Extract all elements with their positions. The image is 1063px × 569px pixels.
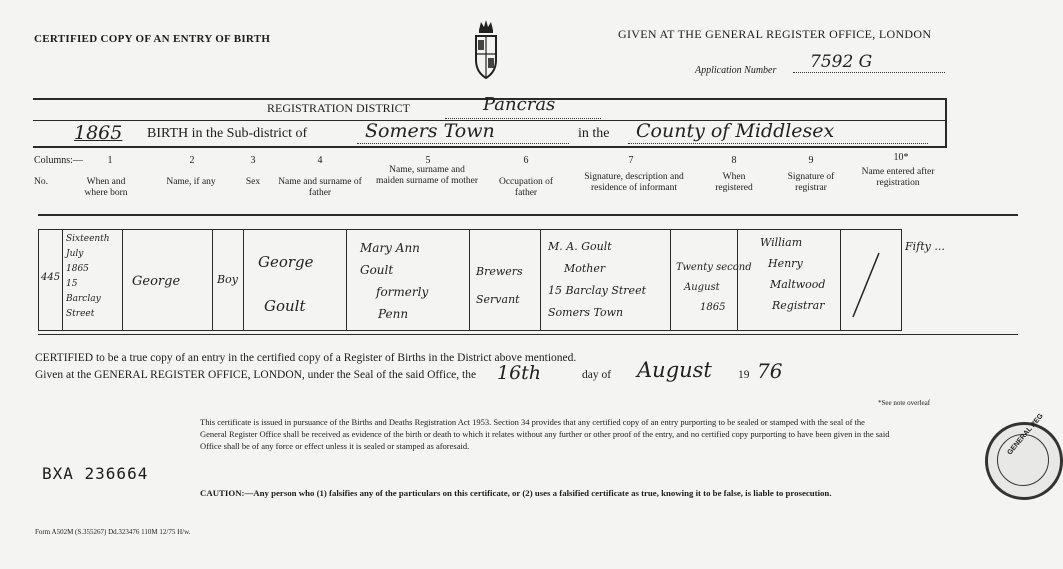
entry-when-where	[66, 232, 121, 322]
form-reference: Form A502M (S.355267) Dd.323476 110M 12/75 H/w.	[35, 528, 191, 536]
entry-informant-line: 15 Barclay Street	[548, 284, 646, 297]
subdistrict-label: BIRTH in the Sub-district of	[147, 126, 308, 141]
certification-year-suffix: 76	[757, 359, 783, 383]
given-at-header: GIVEN AT THE GENERAL REGISTER OFFICE, LONDON	[618, 27, 932, 41]
entry-mother-line: Penn	[378, 307, 409, 321]
certificate-serial-number: BXA 236664	[42, 464, 149, 483]
entry-father-line: George	[258, 253, 314, 271]
entry-mother-line: Goult	[360, 263, 394, 277]
entry-when-line: Sixteenth	[66, 234, 110, 244]
entry-informant	[548, 236, 646, 324]
entry-registrar-line: Registrar	[772, 299, 825, 312]
day-of-label: day of	[582, 369, 612, 381]
entry-occupation-line: Brewers	[476, 265, 523, 278]
entry-occupation-line: Servant	[476, 293, 520, 306]
entry-divider	[840, 229, 841, 330]
column-head-3: Sex	[245, 177, 261, 187]
entry-name: George	[132, 274, 181, 289]
entry-registered-line: Twenty second	[676, 262, 752, 273]
official-seal-icon	[985, 412, 1063, 500]
entry-divider	[670, 229, 671, 330]
column-number-4: 4	[317, 155, 323, 166]
certification-day: 16th	[497, 362, 542, 384]
column-number-6: 6	[523, 155, 529, 166]
see-note-overleaf: *See note overleaf	[878, 399, 931, 407]
entry-informant-line: Mother	[564, 262, 606, 275]
column-head-4: Name and surname of father	[278, 177, 362, 198]
caution-notice: CAUTION:—Any person who (1) falsifies any of the particulars on this certificate, or (2) uses a falsified certificate as true, knowing it to be false, is liable to prosecution.	[200, 488, 832, 498]
entry-divider	[346, 229, 347, 330]
birth-year: 1865	[74, 122, 123, 144]
entry-when-line: Barclay	[66, 294, 101, 304]
royal-crest-icon	[471, 16, 501, 88]
entry-divider	[540, 229, 541, 330]
certification-year-prefix: 19	[738, 369, 750, 381]
entry-registered-line: August	[684, 282, 720, 293]
entry-sex: Boy	[217, 273, 238, 286]
entry-father	[258, 240, 314, 328]
registration-district-value: Pancras	[483, 94, 556, 115]
entry-divider	[469, 229, 470, 330]
columns-label: Columns:—	[34, 155, 83, 166]
registration-district-line	[445, 118, 601, 119]
certification-month: August	[637, 358, 712, 382]
column-number-9: 9	[808, 155, 814, 166]
entry-divider	[62, 229, 63, 330]
entry-registrar-line: Henry	[768, 257, 803, 270]
entry-registrar-line: Maltwood	[770, 278, 826, 291]
legal-paragraph: This certificate is issued in pursuance of the Births and Deaths Registration Act 1953. Section 34 provides that any certified copy of an entry purporting to be sealed or stamped with the seal of the General Register Office shall be received as evidence of the birth or death to which it relates without any further or other proof of the entry, and no certified copy purporting to have been given in the said Office shall be of any force or effect unless it is sealed or stamped as aforesaid.	[200, 417, 890, 451]
seal-text: GENERAL REG	[1006, 412, 1045, 457]
entry-when-line: July	[66, 249, 84, 259]
column-number-8: 8	[731, 155, 737, 166]
column-number-7: 7	[628, 155, 634, 166]
entry-mother	[360, 237, 428, 325]
column-head-9: Signature of registrar	[787, 172, 835, 193]
given-statement: Given at the GENERAL REGISTER OFFICE, LONDON, under the Seal of the said Office, the	[35, 369, 477, 381]
column-number-5: 5	[425, 155, 431, 166]
entry-when-line: Street	[66, 309, 95, 319]
entry-registered-line: 1865	[700, 302, 726, 313]
subdistrict-line	[357, 143, 569, 144]
entry-informant-line: M. A. Goult	[548, 240, 612, 253]
entry-divider	[212, 229, 213, 330]
entry-number: 445	[41, 272, 61, 283]
column-head-1: When and where born	[84, 177, 128, 198]
county-label: in the	[578, 126, 610, 141]
entry-father-line: Goult	[264, 297, 306, 315]
entry-registrar	[760, 232, 825, 316]
application-number-value: 7592 G	[810, 52, 873, 72]
certificate-title: CERTIFIED COPY OF AN ENTRY OF BIRTH	[34, 33, 271, 45]
column-head-6: Occupation of father	[498, 177, 554, 198]
margin-note: Fifty ...	[905, 240, 945, 253]
registration-district-label: REGISTRATION DISTRICT	[267, 101, 410, 115]
application-number-line	[793, 72, 945, 73]
entry-divider	[243, 229, 244, 330]
entry-when-line: 15	[66, 279, 78, 289]
certified-statement: CERTIFIED to be a true copy of an entry in the certified copy of a Register of Births in the District above mentioned.	[35, 352, 577, 364]
county-line	[628, 143, 928, 144]
column-head-10: Name entered after registration	[861, 167, 935, 188]
subdistrict-value: Somers Town	[365, 120, 495, 142]
entry-mother-line: formerly	[376, 285, 429, 299]
entry-table-bottom-rule	[38, 334, 1018, 335]
column-number-2: 2	[189, 155, 195, 166]
entry-when-registered	[676, 258, 752, 318]
column-head-5: Name, surname and maiden surname of mother	[375, 165, 479, 186]
column-head-2: Name, if any	[166, 177, 216, 187]
entry-informant-line: Somers Town	[548, 306, 624, 319]
column-head-7: Signature, description and residence of informant	[584, 172, 684, 193]
column-number-10: 10*	[893, 152, 909, 163]
entry-registrar-line: William	[760, 236, 803, 249]
entry-when-line: 1865	[66, 264, 89, 274]
entry-mother-line: Mary Ann	[360, 241, 420, 255]
entry-divider	[122, 229, 123, 330]
entry-table-top-rule	[38, 214, 1018, 216]
column-number-1: 1	[107, 155, 113, 166]
column-head-8: When registered	[715, 172, 753, 193]
column-number-3: 3	[250, 155, 256, 166]
entry-occupation	[476, 258, 523, 314]
column-head-no: No.	[34, 177, 48, 187]
county-value: County of Middlesex	[636, 120, 835, 142]
application-number-label: Application Number	[695, 65, 777, 76]
cancel-stroke-icon	[845, 245, 885, 325]
